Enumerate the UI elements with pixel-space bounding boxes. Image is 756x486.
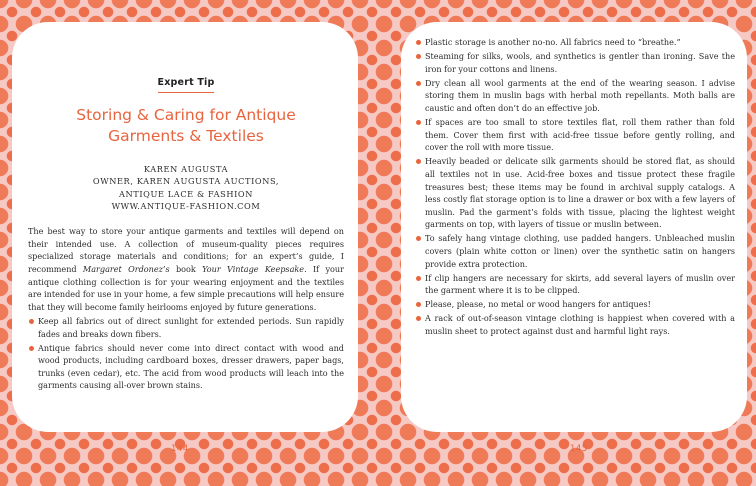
left-bullet-list	[28, 315, 344, 392]
page-number-right: 145	[570, 444, 588, 454]
list-item: A rack of out-of-season vintage clothing is happiest when covered with a muslin sheet to protect against dust and harmful light rays.	[415, 312, 735, 337]
list-item: Steaming for silks, wools, and synthetics is gentler than ironing. Save the iron for your cottons and linens.	[415, 50, 735, 75]
bullet-icon	[416, 236, 421, 241]
list-item: Please, please, no metal or wood hangers for antiques!	[415, 298, 735, 311]
list-item: Plastic storage is another no-no. All fabrics need to “breathe.”	[415, 36, 735, 49]
list-item: If spaces are too small to store textiles flat, roll them rather than fold them. Cover them first with acid-free tissue before gently rolling, and cover the roll with more tissue.	[415, 116, 735, 154]
bullet-icon	[416, 120, 421, 125]
bullet-icon	[416, 81, 421, 86]
article-title	[28, 105, 344, 147]
list-item: If clip hangers are necessary for skirts, add several layers of muslin over the garment where it is to be clipped.	[415, 272, 735, 297]
bullet-icon	[416, 54, 421, 59]
bullet-icon	[416, 316, 421, 321]
intro-paragraph: The best way to store your antique garments and textiles will depend on their intended use. A collection of museum-quality pieces requires specialized storage materials and conditions; for an expert’s guide, I recommend Margaret Ordonez’s book Your Vintage Keepsake. If your antique clothing collection is for your wearing enjoyment and the textiles are intended for use in your home, a few simple precautions will help ensure that they will become family heirlooms enjoyed by future generations.	[28, 226, 344, 312]
list-item: Keep all fabrics out of direct sunlight for extended periods. Sun rapidly fades and breaks down fibers.	[28, 315, 344, 340]
author-role: OWNER, KAREN AUGUSTA AUCTIONS,	[92, 176, 280, 187]
right-page	[401, 22, 747, 432]
left-page	[12, 22, 358, 432]
bullet-icon	[29, 319, 34, 324]
expert-tip-label: Expert Tip	[158, 77, 215, 93]
title-line-1: Storing & Caring for Antique	[76, 106, 296, 124]
page-number-left: 144	[171, 444, 189, 454]
author-byline	[28, 163, 344, 212]
list-item: Dry clean all wool garments at the end of the wearing season. I advise storing them in muslin bags with herbal moth repellants. Moth balls are caustic and often don’t do an effective job.	[415, 77, 735, 115]
author-company: ANTIQUE LACE & FASHION	[119, 188, 253, 199]
list-item: To safely hang vintage clothing, use padded hangers. Unbleached muslin covers (plain white cotton or linen) over the synthetic satin on hangers provide extra protection.	[415, 232, 735, 270]
right-bullet-list	[415, 36, 735, 338]
list-item: Heavily beaded or delicate silk garments should be stored flat, as should all textiles not in use. Acid-free boxes and tissue protect these fragile treasures best; these items may be found in archival supply catalogs. A less costly flat storage option is to line a drawer or box with a few layers of muslin. Pad the garment’s folds with tissue, placing the lightest weight garments on top, with layers of tissue or muslin between.	[415, 155, 735, 231]
bullet-icon	[416, 40, 421, 45]
bullet-icon	[29, 346, 34, 351]
bullet-icon	[416, 276, 421, 281]
author-website: WWW.ANTIQUE-FASHION.COM	[111, 200, 261, 211]
list-item: Antique fabrics should never come into direct contact with wood and wood products, including cardboard boxes, dresser drawers, paper bags, trunks (even cedar), etc. The acid from wood products will leach into the garments causing all-over brown stains.	[28, 342, 344, 392]
bullet-icon	[416, 159, 421, 164]
title-line-2: Garments & Textiles	[108, 127, 264, 145]
book-title: Your Vintage Keepsake	[202, 263, 305, 274]
author-name: KAREN AUGUSTA	[143, 164, 229, 174]
author-reference: Margaret Ordonez’s	[82, 263, 170, 274]
bullet-icon	[416, 302, 421, 307]
